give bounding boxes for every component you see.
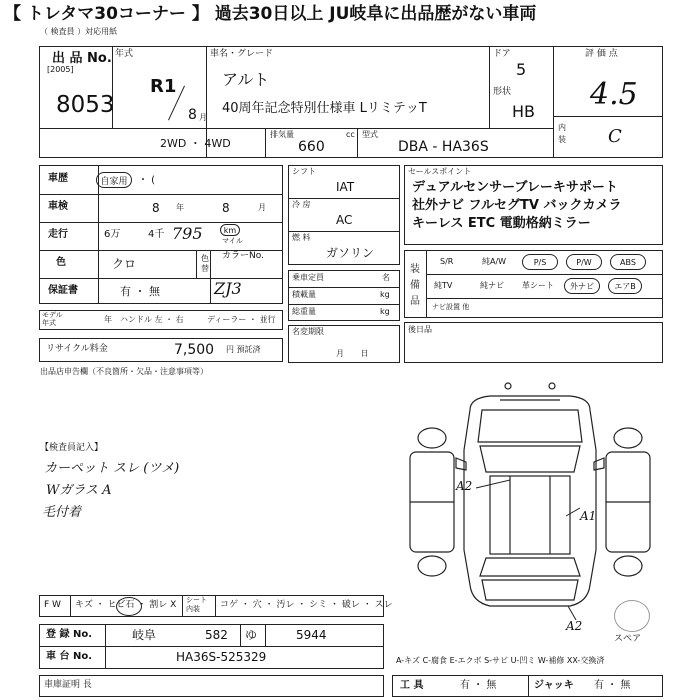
history-dots: ・ (: [138, 175, 156, 186]
equip-navi: 純ナビ: [480, 281, 504, 290]
own-use-circle: [96, 172, 132, 188]
color-no: ZJ3: [214, 279, 242, 298]
lot-label: 出 品 No.: [52, 51, 112, 66]
equip-abs: ABS: [620, 257, 636, 267]
jack-value: 有 ・ 無: [594, 680, 631, 691]
disp-unit: cc: [346, 130, 355, 139]
fw-label: F W: [44, 600, 61, 610]
mileage-man: 6万: [104, 229, 121, 240]
equip-pw-circle: [566, 254, 602, 270]
equip-ext-navi: 外ナビ: [570, 281, 594, 291]
score-value: 4.5: [590, 77, 638, 112]
spare-tire-icon: [614, 600, 650, 632]
own-use: 自家用: [100, 176, 128, 187]
shaken-month-unit: 月: [258, 203, 266, 212]
reg-label: 登 録 No.: [46, 629, 93, 640]
warranty-label: 保証書: [48, 285, 78, 296]
equip-sr: S/R: [440, 257, 454, 266]
fw-items: キズ ・ ヒビ石 ・ 割レ X: [75, 600, 177, 610]
shape-value: HB: [512, 102, 536, 121]
inspector-note-1: カーペット スレ (ツメ): [44, 461, 180, 476]
other-label: 後日品: [408, 325, 432, 334]
grade: 40周年記念特別仕様車 LリミテッT: [222, 101, 427, 116]
fw-hibi-circle: [116, 597, 142, 616]
equip-airbag: エアB: [614, 281, 636, 291]
reg-pref: 岐阜: [132, 628, 157, 642]
shaken-year: 8: [152, 201, 160, 215]
legend: A-キズ C-腐食 E-エクボ S-サビ U-凹ミ W-補修 XX-交換済: [396, 656, 605, 665]
model-label: 車名・グレード: [210, 49, 274, 59]
disp-label: 排気量: [270, 130, 294, 139]
mileage-sen: 4千: [148, 229, 165, 240]
selling-line-2: 社外ナビ フルセグTV バックカメラ: [412, 198, 622, 213]
handle: ハンドル 左 ・ 右: [120, 315, 184, 324]
km: km: [223, 225, 237, 235]
top-note: （ 検査員 ）対応用紙: [40, 27, 118, 36]
equip-ps-circle: [522, 254, 558, 270]
capacity-label: 乗車定員: [292, 273, 324, 282]
damage-mark-2: A1: [580, 509, 597, 523]
seller-notes-label: 出品店申告欄（不良箇所・欠品・注意事項等）: [40, 367, 208, 376]
selling-line-1: デュアルセンサーブレーキサポート: [412, 180, 618, 195]
month: 8: [188, 107, 197, 123]
equipment-label: 装 備 品: [410, 264, 420, 307]
gross-label: 総重量: [292, 307, 316, 316]
color-value: クロ: [112, 257, 137, 271]
fw-interior-label: シート 内装: [186, 596, 207, 614]
shift-value: IAT: [336, 180, 355, 194]
km-circle: [220, 224, 240, 236]
fuel-value: ガソリン: [326, 246, 375, 260]
damage-mark-3: A2: [566, 619, 583, 633]
mile: マイル: [222, 237, 243, 245]
dealer: ディーラー ・ 並行: [207, 315, 276, 324]
change-unit: 月 日: [336, 349, 369, 358]
chassis-value: HA36S-525329: [176, 650, 267, 664]
warranty-value: 有 ・ 無: [120, 285, 160, 298]
color-no-label: カラーNo.: [222, 251, 264, 261]
color-change-label: 色 替: [201, 254, 209, 274]
jack-label: ジャッキ: [534, 680, 574, 691]
shaken-year-unit: 年: [176, 203, 184, 212]
gross-unit: kg: [380, 307, 390, 316]
recycle-unit: 円 預託済: [226, 345, 261, 354]
lot-sub: [2005]: [47, 65, 74, 74]
tools-value: 有 ・ 無: [460, 680, 497, 691]
equip-aw: 純A/W: [482, 257, 507, 266]
year-label: 年式: [115, 49, 134, 59]
equip-leather: 革シート: [522, 281, 554, 290]
fuel-label: 燃 料: [292, 233, 311, 242]
inspector-note-3: 毛付着: [42, 505, 82, 520]
selling-line-3: キーレス ETC 電動格納ミラー: [412, 216, 591, 231]
car-damage-diagram: [400, 380, 660, 620]
history-label: 車歴: [48, 173, 68, 184]
spare-label: スペア: [614, 634, 642, 644]
model-year-label: モデル 年式: [42, 311, 63, 328]
model-year-unit: 年: [104, 315, 112, 324]
selling-label: セールスポイント: [408, 167, 472, 176]
doors-label: ドア: [493, 49, 511, 59]
load-label: 積載量: [292, 290, 316, 299]
displacement: 660: [298, 139, 325, 155]
change-label: 名変期限: [292, 327, 324, 336]
inspector-note-2: Wガラス A: [46, 483, 112, 498]
mileage-hand: 795: [172, 224, 203, 243]
shape-label: 形状: [493, 87, 512, 97]
equip-ps: P/S: [533, 257, 547, 267]
equip-airbag-circle: [608, 278, 642, 294]
equip-navi-note: ナビ設置 他: [432, 303, 470, 311]
equip-ext-navi-circle: [564, 278, 600, 294]
drive-type: 2WD ・ 4WD: [160, 137, 231, 150]
damage-mark-1: A2: [456, 479, 473, 493]
interior-items: コゲ ・ 穴 ・ 汚レ ・ シミ ・ 破レ ・ スレ: [220, 600, 393, 610]
equip-abs-circle: [610, 254, 646, 270]
damage-line-3: [568, 606, 576, 620]
equip-pw: P/W: [576, 257, 592, 267]
type-code: DBA - HA36S: [398, 139, 489, 155]
shaken-label: 車検: [48, 201, 68, 212]
model-name: アルト: [222, 70, 270, 89]
equip-tv: 純TV: [434, 281, 453, 290]
mileage-label: 走行: [48, 229, 68, 240]
capacity-unit: 名: [382, 273, 390, 282]
recycle-value: 7,500: [174, 342, 215, 358]
interior-value: C: [608, 126, 622, 147]
type-label: 型式: [362, 130, 378, 139]
interior-label: 内 装: [558, 123, 566, 144]
reg-class: 582: [205, 628, 228, 642]
load-unit: kg: [380, 290, 390, 299]
shaken-month: 8: [222, 201, 230, 215]
ac-value: AC: [336, 213, 353, 227]
chassis-label: 車 台 No.: [46, 651, 93, 662]
reg-number: 5944: [296, 628, 327, 642]
ac-label: 冷 房: [292, 200, 311, 209]
shift-label: シフト: [292, 167, 316, 176]
damage-line-2: [566, 508, 580, 516]
damage-line-1: [476, 480, 510, 488]
score-label: 評 価 点: [585, 49, 618, 59]
month-unit: 月: [199, 113, 207, 122]
cert-label: 車庫証明 長: [44, 680, 92, 690]
era: R1: [150, 76, 177, 97]
banner-title: 【 トレタマ30コーナー 】 過去30日以上 JU岐阜に出品歴がない車両: [4, 4, 537, 24]
reg-kana: ゆ: [245, 628, 258, 642]
tools-label: 工 具: [400, 680, 424, 691]
inspector-label: 【検査員記入】: [40, 443, 104, 453]
color-label: 色: [56, 257, 66, 268]
recycle-label: リサイクル料金: [46, 344, 108, 354]
other-block: [404, 322, 663, 363]
doors-value: 5: [516, 60, 527, 79]
lot-number: 8053: [56, 92, 115, 118]
